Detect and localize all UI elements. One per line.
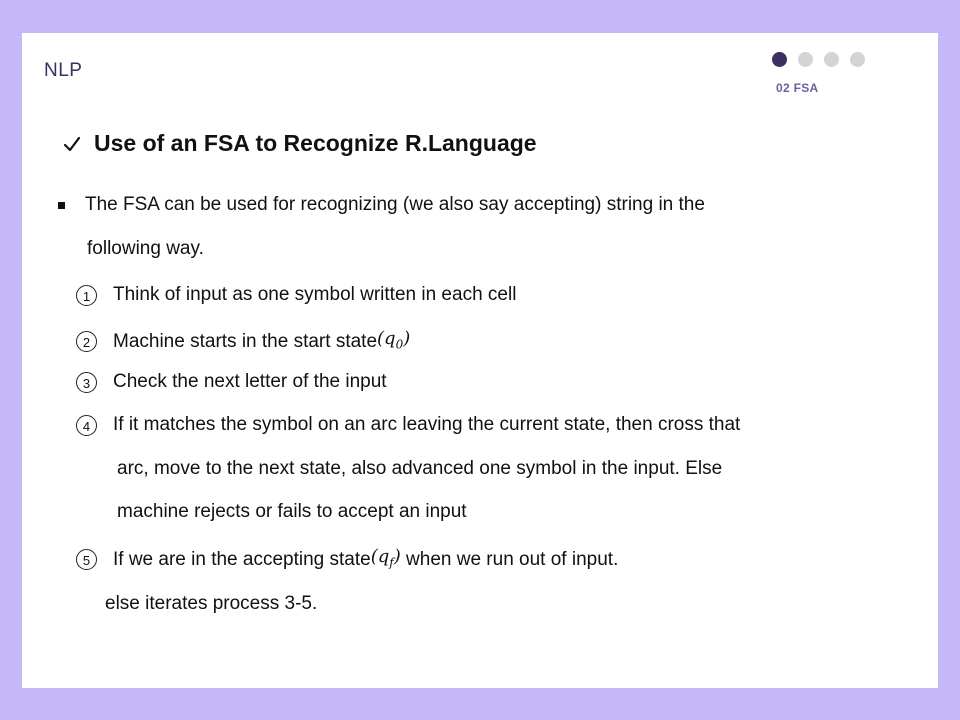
intro-bullet <box>58 194 705 216</box>
progress-dots <box>772 52 865 67</box>
slide-title <box>62 130 537 157</box>
footer-line: else iterates process 3-5. <box>105 593 318 614</box>
step-2 <box>76 328 410 356</box>
step-4 <box>76 414 740 436</box>
step-text: If it matches the symbol on an arc leaving the current state, then cross that <box>113 414 741 435</box>
step-1 <box>76 284 516 306</box>
intro-line-2: following way. <box>87 238 204 259</box>
checkmark-icon <box>62 134 82 154</box>
step-text-after: when we run out of input. <box>400 548 619 570</box>
progress-dot-1 <box>772 52 787 67</box>
step-number-badge: 3 <box>76 372 97 393</box>
step-text: If we are in the accepting state <box>113 548 371 570</box>
progress-dot-3 <box>824 52 839 67</box>
step-text: Machine starts in the start state <box>113 330 378 352</box>
slide-title-text: Use of an FSA to Recognize R.Language <box>94 130 537 156</box>
start-state-math: $(q_0)$ <box>377 328 411 352</box>
step-number-badge: 5 <box>76 549 97 570</box>
progress-dot-4 <box>850 52 865 67</box>
section-label: 02 FSA <box>776 81 819 95</box>
step-number-badge: 4 <box>76 415 97 436</box>
step-4-continuation-2: machine rejects or fails to accept an input <box>117 501 467 522</box>
slide-page <box>22 33 938 688</box>
step-4-continuation-1: arc, move to the next state, also advanced one symbol in the input. Else <box>117 458 723 479</box>
step-5 <box>76 546 618 574</box>
brand-label: NLP <box>44 60 83 81</box>
step-3 <box>76 371 387 393</box>
step-number-badge: 1 <box>76 285 97 306</box>
intro-line-1: The FSA can be used for recognizing (we also say accepting) string in the <box>85 194 705 215</box>
accept-state-math: $(q_f)$ <box>370 546 401 570</box>
progress-dot-2 <box>798 52 813 67</box>
step-text: Think of input as one symbol written in each cell <box>113 284 517 305</box>
step-number-badge: 2 <box>76 331 97 352</box>
square-bullet-icon <box>58 202 65 209</box>
step-text: Check the next letter of the input <box>113 371 387 392</box>
